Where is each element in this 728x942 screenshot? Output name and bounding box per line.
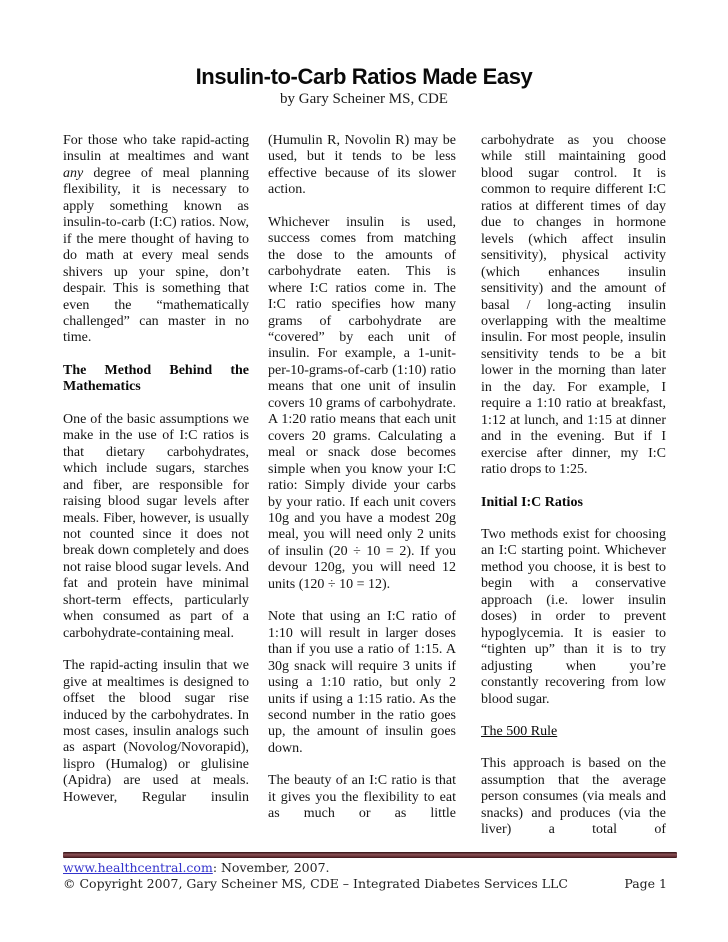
text-column-3 xyxy=(481,133,666,849)
section-heading-500-rule: The 500 Rule xyxy=(481,723,558,739)
emphasis-any: any xyxy=(63,165,84,181)
col2-paragraph-1: (Humulin R, Novolin R) may be used, but it tends to be less effective because of its slower action. xyxy=(268,133,456,198)
col1-paragraph-3: The rapid-acting insulin that we give at mealtimes is designed to offset the blood sugar rise induced by the carbohydrates. In most cases, insulin analogs such as aspart (Novolog/Novorapid), lispro (Humalog) or glulisine (Apidra) are used at meals. However, Regular insulin xyxy=(63,658,249,805)
section-heading-initial-ratios: Initial I:C Ratios xyxy=(481,494,583,510)
col1-p1-text: For those who take rapid-acting insulin at mealtimes and want xyxy=(63,133,249,165)
healthcentral-link[interactable]: www.healthcentral.com xyxy=(63,860,213,875)
col3-paragraph-2: Two methods exist for choosing an I:C starting point. Whichever method you choose, it is best to begin with a conservative approach (i.e. lower insulin doses) in order to prevent hypoglycemia. It is easier to “tighten up” than it is to try adjusting when you’re constantly recovering from low blood sugar. xyxy=(481,526,666,707)
col1-paragraph-1 xyxy=(63,133,249,347)
section-heading-method: The Method Behind the Mathematics xyxy=(63,362,249,395)
page-number: Page 1 xyxy=(624,876,667,891)
col1-p1-text-cont: degree of meal planning flexibility, it is necessary to apply something known as insulin-to-carb (I:C) ratios. Now, if the mere thought of having to do math at every meal sends shivers up your spine, don’t despair. This is something that even the “mathematically challenged” can master in no time. xyxy=(63,165,249,346)
copyright-text: © Copyright 2007, Gary Scheiner MS, CDE – Integrated Diabetes Services LLC xyxy=(63,876,568,891)
page-title: Insulin-to-Carb Ratios Made Easy xyxy=(195,64,533,89)
col2-paragraph-3: Note that using an I:C ratio of 1:10 will result in larger doses than if you use a ratio of 1:15. A 30g snack will require 3 units if using a 1:10 ratio, but only 2 units if using a 1:15 ratio. As the second number in the ratio goes up, the amount of insulin goes down. xyxy=(268,609,456,756)
col2-paragraph-2: Whichever insulin is used, success comes from matching the dose to the amounts of carbohydrate eaten. This is where I:C ratios come in. The I:C ratio specifies how many grams of carbohydrate are “covered” by each unit of insulin. For example, a 1-unit-per-10-grams-of-carb (1:10) ratio means that one unit of insulin covers 10 grams of carbohydrate. A 1:20 ratio means that each unit covers 20 grams. Calculating a meal or snack dose becomes simple when you know your I:C ratio: Simply divide your carbs by your ratio. If each unit covers 10g and you have a modest 20g meal, you will need only 2 units of insulin (20 ÷ 10 = 2). If you devour 120g, you will need 12 units (120 ÷ 10 = 12). xyxy=(268,214,456,592)
footer-date-text: : November, 2007. xyxy=(212,860,330,875)
footer-divider-rule xyxy=(63,852,677,858)
col2-paragraph-4: The beauty of an I:C ratio is that it gives you the flexibility to eat as much or as little xyxy=(268,773,456,822)
col3-paragraph-3: This approach is based on the assumption that the average person consumes (via meals and snacks) and produces (via the liver) a total of xyxy=(481,756,666,838)
footer-source-line xyxy=(63,860,330,875)
col3-paragraph-1: carbohydrate as you choose while still maintaining good blood sugar control. It is common to require different I:C ratios at different times of day due to changes in hormone levels (which affect insulin sensitivity), physical activity (which enhances insulin sensitivity) and the amount of basal / long-acting insulin overlapping with the mealtime insulin. For most people, insulin sensitivity tends to be a bit lower in the morning than later in the day. For example, I require a 1:10 ratio at breakfast, 1:12 at lunch, and 1:15 at dinner and in the evening. But if I exercise after dinner, my I:C ratio drops to 1:25. xyxy=(481,133,666,478)
byline: by Gary Scheiner MS, CDE xyxy=(280,91,448,107)
footer-copyright-line xyxy=(63,876,667,891)
col1-paragraph-2: One of the basic assumptions we make in the use of I:C ratios is that dietary carbohydrates, which include sugars, starches and fiber, are responsible for raising blood sugar levels after meals. Fiber, however, is usually not counted since it does not break down completely and does not raise blood sugar levels. And fat and protein have minimal short-term effects, particularly when consumed as part of a carbohydrate-containing meal. xyxy=(63,411,249,641)
text-column-1 xyxy=(63,133,249,849)
text-column-2 xyxy=(268,133,456,849)
